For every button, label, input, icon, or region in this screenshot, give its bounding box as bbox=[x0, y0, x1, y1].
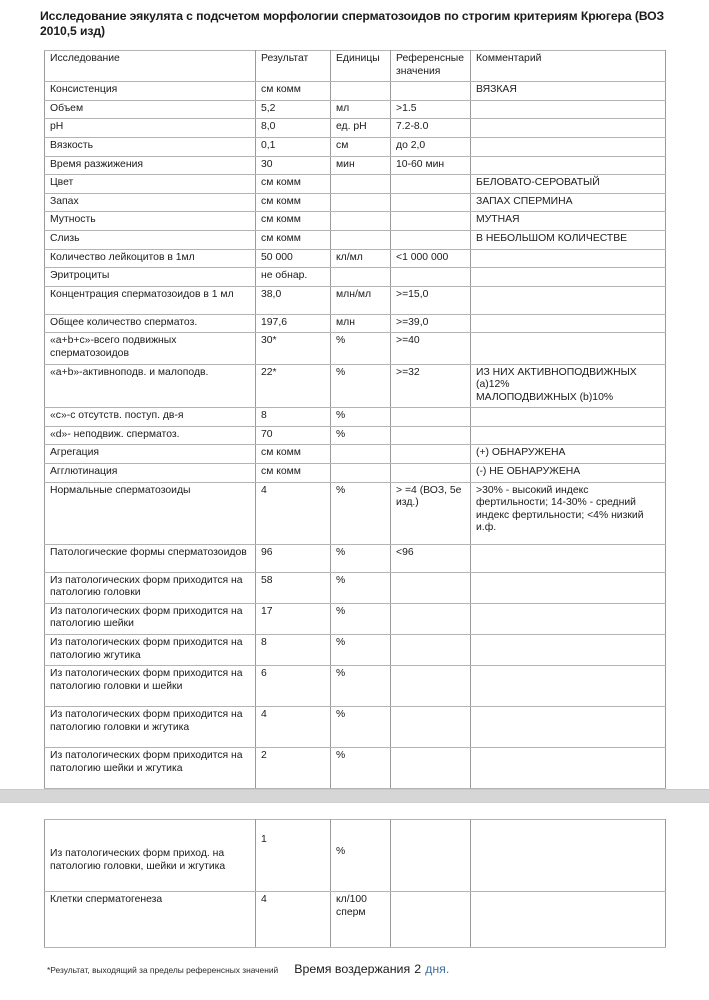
cell-units bbox=[331, 230, 391, 249]
cell-reference bbox=[391, 82, 471, 101]
cell-reference bbox=[391, 707, 471, 748]
column-header-comment: Комментарий bbox=[471, 51, 666, 82]
page-title: Исследование эякулята с подсчетом морфологии сперматозоидов по строгим критериям Крюгера (ВОЗ 2010,5 изд) bbox=[40, 9, 665, 38]
cell-units: кл/100 сперм bbox=[331, 892, 391, 948]
cell-study: Эритроциты bbox=[45, 268, 256, 287]
table-row bbox=[45, 544, 666, 572]
cell-reference: >=32 bbox=[391, 364, 471, 408]
cell-study: Время разжижения bbox=[45, 156, 256, 175]
cell-units: млн/мл bbox=[331, 286, 391, 314]
cell-reference bbox=[391, 748, 471, 789]
table-row bbox=[45, 212, 666, 231]
table-row bbox=[45, 156, 666, 175]
table-row bbox=[45, 445, 666, 464]
cell-study: Мутность bbox=[45, 212, 256, 231]
cell-units: % bbox=[331, 364, 391, 408]
cell-result: 6 bbox=[256, 666, 331, 707]
cell-study: Запах bbox=[45, 193, 256, 212]
abstinence-block bbox=[294, 962, 449, 976]
cell-reference bbox=[391, 464, 471, 483]
cell-units: % bbox=[331, 408, 391, 427]
cell-comment bbox=[471, 748, 666, 789]
cell-study: Количество лейкоцитов в 1мл bbox=[45, 249, 256, 268]
cell-reference: 7.2-8.0 bbox=[391, 119, 471, 138]
cell-result: 50 000 bbox=[256, 249, 331, 268]
cell-result: см комм bbox=[256, 464, 331, 483]
cell-reference bbox=[391, 175, 471, 194]
cell-result: 30* bbox=[256, 333, 331, 364]
cell-comment bbox=[471, 333, 666, 364]
cell-units: % bbox=[331, 482, 391, 544]
cell-study: Из патологических форм приходится на патологию шейки bbox=[45, 603, 256, 634]
cell-reference bbox=[391, 892, 471, 948]
cell-units bbox=[331, 212, 391, 231]
cell-comment: ЗАПАХ СПЕРМИНА bbox=[471, 193, 666, 212]
table-row bbox=[45, 482, 666, 544]
table-row bbox=[45, 892, 666, 948]
cell-result: 4 bbox=[256, 892, 331, 948]
cell-units: % bbox=[331, 820, 391, 892]
cell-study: Из патологических форм приход. на патологию головки, шейки и жгутика bbox=[45, 820, 256, 892]
cell-comment bbox=[471, 408, 666, 427]
cell-comment: ИЗ НИХ АКТИВНОПОДВИЖНЫХ (a)12% МАЛОПОДВИЖНЫХ (b)10% bbox=[471, 364, 666, 408]
cell-reference bbox=[391, 445, 471, 464]
cell-study: «a+b»-активноподв. и малоподв. bbox=[45, 364, 256, 408]
cell-study: Объем bbox=[45, 100, 256, 119]
cell-comment bbox=[471, 137, 666, 156]
cell-study: Из патологических форм приходится на патологию головки bbox=[45, 572, 256, 603]
cell-study: Из патологических форм приходится на патологию жгутика bbox=[45, 635, 256, 666]
cell-result: 17 bbox=[256, 603, 331, 634]
table-body-continued bbox=[45, 820, 666, 948]
cell-reference bbox=[391, 572, 471, 603]
cell-units bbox=[331, 175, 391, 194]
cell-comment bbox=[471, 707, 666, 748]
cell-result: 0,1 bbox=[256, 137, 331, 156]
cell-study: Агрегация bbox=[45, 445, 256, 464]
cell-study: Вязкость bbox=[45, 137, 256, 156]
results-table-continued bbox=[44, 819, 666, 948]
cell-reference: >=15,0 bbox=[391, 286, 471, 314]
cell-result: 5,2 bbox=[256, 100, 331, 119]
table-row bbox=[45, 268, 666, 287]
cell-reference bbox=[391, 635, 471, 666]
table-row bbox=[45, 314, 666, 333]
cell-study: Из патологических форм приходится на патологию шейки и жгутика bbox=[45, 748, 256, 789]
table-row bbox=[45, 137, 666, 156]
cell-result: 2 bbox=[256, 748, 331, 789]
cell-comment bbox=[471, 820, 666, 892]
cell-comment bbox=[471, 426, 666, 445]
cell-reference bbox=[391, 230, 471, 249]
cell-comment bbox=[471, 572, 666, 603]
cell-result: 96 bbox=[256, 544, 331, 572]
cell-reference: >=39,0 bbox=[391, 314, 471, 333]
cell-units bbox=[331, 193, 391, 212]
cell-study: Слизь bbox=[45, 230, 256, 249]
page-break-gap bbox=[0, 790, 709, 802]
cell-comment: >30% - высокий индекс фертильности; 14-30% - средний индекс фертильности; <4% низкий и.ф. bbox=[471, 482, 666, 544]
cell-result: 58 bbox=[256, 572, 331, 603]
cell-units: % bbox=[331, 426, 391, 445]
cell-units: ед. pH bbox=[331, 119, 391, 138]
title-block bbox=[0, 0, 709, 39]
cell-comment bbox=[471, 635, 666, 666]
cell-study: pH bbox=[45, 119, 256, 138]
table-row bbox=[45, 820, 666, 892]
cell-comment: ВЯЗКАЯ bbox=[471, 82, 666, 101]
cell-units: % bbox=[331, 603, 391, 634]
table-row bbox=[45, 100, 666, 119]
cell-units: % bbox=[331, 544, 391, 572]
table-header bbox=[45, 51, 666, 82]
cell-comment: (-) НЕ ОБНАРУЖЕНА bbox=[471, 464, 666, 483]
column-header-reference: Референсные значения bbox=[391, 51, 471, 82]
table-row bbox=[45, 603, 666, 634]
cell-study: Цвет bbox=[45, 175, 256, 194]
cell-result: 8 bbox=[256, 635, 331, 666]
cell-units bbox=[331, 268, 391, 287]
table-row bbox=[45, 119, 666, 138]
cell-units: мин bbox=[331, 156, 391, 175]
table-row bbox=[45, 82, 666, 101]
table-row bbox=[45, 748, 666, 789]
cell-units bbox=[331, 464, 391, 483]
cell-comment bbox=[471, 249, 666, 268]
results-table bbox=[44, 50, 666, 789]
column-header-study: Исследование bbox=[45, 51, 256, 82]
page-2 bbox=[0, 802, 709, 1000]
cell-reference bbox=[391, 603, 471, 634]
cell-comment bbox=[471, 286, 666, 314]
cell-study: Консистенция bbox=[45, 82, 256, 101]
cell-comment bbox=[471, 666, 666, 707]
cell-comment bbox=[471, 156, 666, 175]
cell-result: 4 bbox=[256, 482, 331, 544]
cell-units bbox=[331, 445, 391, 464]
cell-study: Агглютинация bbox=[45, 464, 256, 483]
cell-result: 8 bbox=[256, 408, 331, 427]
cell-comment: В НЕБОЛЬШОМ КОЛИЧЕСТВЕ bbox=[471, 230, 666, 249]
cell-units bbox=[331, 82, 391, 101]
cell-reference bbox=[391, 820, 471, 892]
cell-reference: <1 000 000 bbox=[391, 249, 471, 268]
column-header-units: Единицы bbox=[331, 51, 391, 82]
cell-study: «a+b+c»-всего подвижных сперматозоидов bbox=[45, 333, 256, 364]
cell-result: см комм bbox=[256, 445, 331, 464]
table-row bbox=[45, 464, 666, 483]
cell-comment bbox=[471, 314, 666, 333]
cell-units: мл bbox=[331, 100, 391, 119]
cell-reference: >1.5 bbox=[391, 100, 471, 119]
cell-units: % bbox=[331, 572, 391, 603]
cell-units: % bbox=[331, 707, 391, 748]
table-row bbox=[45, 175, 666, 194]
abstinence-value: 2 bbox=[414, 962, 422, 976]
cell-units: млн bbox=[331, 314, 391, 333]
table-body bbox=[45, 82, 666, 789]
cell-result: не обнар. bbox=[256, 268, 331, 287]
table-row bbox=[45, 193, 666, 212]
cell-result: 30 bbox=[256, 156, 331, 175]
cell-study: Общее количество сперматоз. bbox=[45, 314, 256, 333]
cell-reference: 10-60 мин bbox=[391, 156, 471, 175]
cell-comment bbox=[471, 892, 666, 948]
cell-comment bbox=[471, 100, 666, 119]
cell-result: 38,0 bbox=[256, 286, 331, 314]
cell-result: см комм bbox=[256, 230, 331, 249]
cell-units: см bbox=[331, 137, 391, 156]
cell-study: Концентрация сперматозоидов в 1 мл bbox=[45, 286, 256, 314]
cell-result: см комм bbox=[256, 82, 331, 101]
cell-result: 197,6 bbox=[256, 314, 331, 333]
cell-reference bbox=[391, 666, 471, 707]
cell-study: Из патологических форм приходится на патологию головки и жгутика bbox=[45, 707, 256, 748]
cell-result: см комм bbox=[256, 175, 331, 194]
cell-study: Патологические формы сперматозоидов bbox=[45, 544, 256, 572]
table-row bbox=[45, 230, 666, 249]
column-header-result: Результат bbox=[256, 51, 331, 82]
cell-study: «d»- неподвиж. сперматоз. bbox=[45, 426, 256, 445]
cell-comment bbox=[471, 603, 666, 634]
cell-comment bbox=[471, 268, 666, 287]
table-row bbox=[45, 426, 666, 445]
table-row bbox=[45, 333, 666, 364]
cell-units: % bbox=[331, 748, 391, 789]
table-header-row bbox=[45, 51, 666, 82]
cell-units: кл/мл bbox=[331, 249, 391, 268]
cell-units: % bbox=[331, 666, 391, 707]
table-row bbox=[45, 249, 666, 268]
cell-result: 1 bbox=[256, 820, 331, 892]
cell-result: 22* bbox=[256, 364, 331, 408]
cell-result: см комм bbox=[256, 212, 331, 231]
cell-units: % bbox=[331, 333, 391, 364]
cell-study: Из патологических форм приходится на патологию головки и шейки bbox=[45, 666, 256, 707]
cell-result: см комм bbox=[256, 193, 331, 212]
cell-reference bbox=[391, 426, 471, 445]
table-row bbox=[45, 286, 666, 314]
table-row bbox=[45, 666, 666, 707]
cell-comment: МУТНАЯ bbox=[471, 212, 666, 231]
cell-comment: (+) ОБНАРУЖЕНА bbox=[471, 445, 666, 464]
cell-reference: >=40 bbox=[391, 333, 471, 364]
cell-reference: <96 bbox=[391, 544, 471, 572]
footnote-text: *Результат, выходящий за пределы референсных значений bbox=[47, 965, 279, 975]
cell-reference: до 2,0 bbox=[391, 137, 471, 156]
cell-comment bbox=[471, 544, 666, 572]
cell-result: 8,0 bbox=[256, 119, 331, 138]
cell-reference bbox=[391, 212, 471, 231]
abstinence-label: Время воздержания bbox=[294, 962, 411, 976]
abstinence-unit: дня. bbox=[425, 962, 450, 976]
cell-comment: БЕЛОВАТО-СЕРОВАТЫЙ bbox=[471, 175, 666, 194]
table-row bbox=[45, 707, 666, 748]
cell-study: Нормальные сперматозоиды bbox=[45, 482, 256, 544]
cell-result: 70 bbox=[256, 426, 331, 445]
table-row bbox=[45, 364, 666, 408]
table-row bbox=[45, 408, 666, 427]
cell-comment bbox=[471, 119, 666, 138]
cell-study: «c»-с отсутств. поступ. дв-я bbox=[45, 408, 256, 427]
cell-reference bbox=[391, 268, 471, 287]
table-row bbox=[45, 635, 666, 666]
cell-reference bbox=[391, 193, 471, 212]
footer bbox=[47, 962, 709, 976]
cell-units: % bbox=[331, 635, 391, 666]
cell-reference bbox=[391, 408, 471, 427]
cell-result: 4 bbox=[256, 707, 331, 748]
table-row bbox=[45, 572, 666, 603]
cell-study: Клетки сперматогенеза bbox=[45, 892, 256, 948]
cell-reference: > =4 (ВОЗ, 5е изд.) bbox=[391, 482, 471, 544]
